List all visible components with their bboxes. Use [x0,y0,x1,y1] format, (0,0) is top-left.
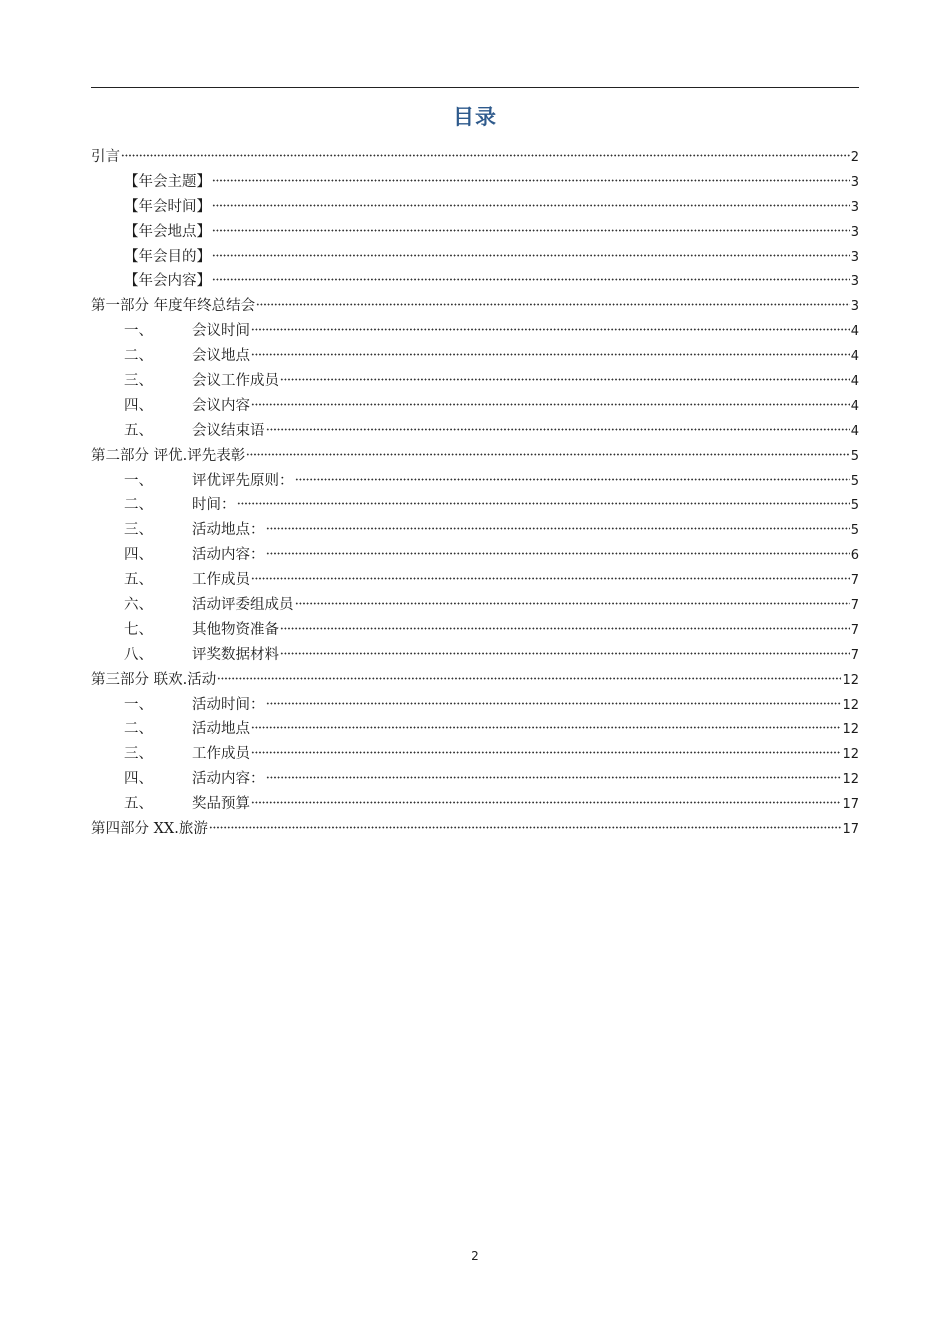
toc-entry-title: 会议时间 [192,323,250,340]
toc-entry-title: 评优评先原则： [192,472,294,489]
toc-entry-title: 活动内容： [192,547,265,564]
toc-entry-page: 3 [850,299,859,315]
toc-entry-title: 第三部分 联欢.活动 [91,671,217,688]
toc-entry-number: 四、 [124,397,153,414]
toc-entry-title: 时间： [192,497,236,514]
toc-entry-page: 5 [850,498,859,514]
toc-entry-page: 7 [850,598,859,614]
toc-entry-title: 活动时间： [192,696,265,713]
toc-dot-leader [251,328,850,331]
toc-dot-leader [251,801,841,804]
toc-dot-leader [256,303,850,306]
toc-entry[interactable] [91,594,859,619]
toc-entry-page: 7 [850,573,859,589]
toc-entry-page: 17 [842,822,859,838]
toc-entry[interactable] [91,320,859,345]
toc-entry-page: 12 [842,697,859,713]
toc-entry-number: 五、 [124,796,153,813]
toc-entry-title: 评奖数据材料 [192,646,279,663]
toc-entry-number: 七、 [124,621,153,638]
toc-entry-title: 活动评委组成员 [192,597,294,614]
toc-dot-leader [212,278,850,281]
toc-entry[interactable] [91,644,859,669]
toc-entry-title: 第二部分 评优.评先表彰 [91,447,246,464]
toc-entry[interactable] [91,445,859,470]
toc-entry-title: 奖品预算 [192,796,250,813]
toc-entry[interactable] [91,743,859,768]
toc-entry[interactable] [91,793,859,818]
toc-entry-title: 工作成员 [192,572,250,589]
toc-entry[interactable] [91,146,859,171]
toc-entry-number: 三、 [124,522,153,539]
toc-entry[interactable] [91,370,859,395]
table-of-contents [91,146,859,843]
toc-entry[interactable] [91,270,859,295]
toc-entry[interactable] [91,669,859,694]
toc-entry-number: 二、 [124,348,153,365]
toc-entry-title: 活动地点 [192,721,250,738]
toc-entry-page: 7 [850,647,859,663]
toc-entry[interactable] [91,420,859,445]
toc-entry-title: 活动地点： [192,522,265,539]
toc-entry[interactable] [91,470,859,495]
page-number: 2 [471,1249,479,1263]
header-rule [91,87,859,88]
toc-entry-number: 二、 [124,721,153,738]
toc-entry-number: 五、 [124,422,153,439]
toc-entry[interactable] [91,345,859,370]
toc-entry-number: 一、 [124,323,153,340]
toc-entry-page: 4 [850,398,859,414]
toc-entry-page: 3 [850,174,859,190]
toc-entry-title: 【年会内容】 [124,273,211,290]
toc-entry-title: 第四部分 XX.旅游 [91,821,208,838]
toc-entry-page: 3 [850,274,859,290]
toc-dot-leader [280,378,850,381]
toc-entry-page: 4 [850,374,859,390]
toc-entry-title: 会议工作成员 [192,373,279,390]
toc-entry-page: 3 [850,224,859,240]
toc-entry-page: 5 [850,523,859,539]
toc-title: 目录 [453,105,497,129]
toc-entry-number: 三、 [124,746,153,763]
toc-entry-title: 【年会时间】 [124,198,211,215]
toc-entry-title: 【年会主题】 [124,173,211,190]
toc-entry[interactable] [91,395,859,420]
toc-entry[interactable] [91,694,859,719]
toc-entry[interactable] [91,221,859,246]
toc-entry-number: 四、 [124,547,153,564]
toc-entry-title: 第一部分 年度年终总结会 [91,298,256,315]
toc-entry[interactable] [91,768,859,793]
toc-entry-title: 会议地点 [192,348,250,365]
toc-entry[interactable] [91,246,859,271]
toc-dot-leader [251,726,841,729]
toc-entry-page: 2 [850,150,859,165]
toc-entry-number: 四、 [124,771,153,788]
toc-dot-leader [280,627,850,630]
toc-entry[interactable] [91,619,859,644]
toc-entry-title: 会议内容 [192,397,250,414]
toc-entry-page: 4 [850,423,859,439]
toc-entry-number: 八、 [124,646,153,663]
toc-entry-title: 引言 [91,149,120,165]
toc-dot-leader [212,179,850,182]
toc-entry[interactable] [91,569,859,594]
toc-dot-leader [266,527,850,530]
toc-entry-title: 【年会地点】 [124,223,211,240]
toc-entry-title: 【年会目的】 [124,248,211,265]
toc-dot-leader [266,552,850,555]
toc-entry-page: 3 [850,249,859,265]
toc-entry[interactable] [91,171,859,196]
toc-entry-number: 三、 [124,373,153,390]
toc-dot-leader [246,453,850,456]
toc-dot-leader [251,353,850,356]
toc-entry-page: 3 [850,199,859,215]
toc-dot-leader [266,428,850,431]
toc-dot-leader [217,677,841,680]
toc-dot-leader [251,403,850,406]
toc-dot-leader [212,229,850,232]
toc-entry[interactable] [91,295,859,320]
toc-dot-leader [251,577,850,580]
toc-dot-leader [280,652,850,655]
toc-entry-page: 12 [842,772,859,788]
toc-entry-number: 一、 [124,472,153,489]
toc-entry-page: 4 [850,324,859,340]
toc-entry-page: 5 [850,448,859,464]
toc-entry-page: 7 [850,622,859,638]
toc-entry-page: 12 [842,722,859,738]
toc-entry[interactable] [91,544,859,569]
toc-entry[interactable] [91,818,859,843]
toc-entry-number: 五、 [124,572,153,589]
toc-dot-leader [266,702,842,705]
toc-dot-leader [266,776,842,779]
toc-dot-leader [209,826,842,829]
toc-entry[interactable] [91,718,859,743]
toc-entry-number: 二、 [124,497,153,514]
toc-entry[interactable] [91,494,859,519]
toc-entry-title: 会议结束语 [192,422,265,439]
toc-dot-leader [121,154,850,157]
toc-entry-page: 6 [850,548,859,564]
toc-dot-leader [237,502,850,505]
toc-entry-title: 活动内容： [192,771,265,788]
toc-dot-leader [251,751,841,754]
toc-entry-number: 六、 [124,597,153,614]
toc-entry-page: 12 [842,672,859,688]
toc-entry[interactable] [91,519,859,544]
toc-entry[interactable] [91,196,859,221]
toc-dot-leader [295,478,850,481]
toc-entry-title: 其他物资准备 [192,621,279,638]
toc-dot-leader [295,602,850,605]
toc-entry-number: 一、 [124,696,153,713]
toc-entry-page: 17 [842,797,859,813]
toc-entry-page: 12 [842,747,859,763]
toc-entry-title: 工作成员 [192,746,250,763]
toc-entry-page: 5 [850,473,859,489]
toc-dot-leader [212,254,850,257]
toc-dot-leader [212,204,850,207]
toc-entry-page: 4 [850,349,859,365]
